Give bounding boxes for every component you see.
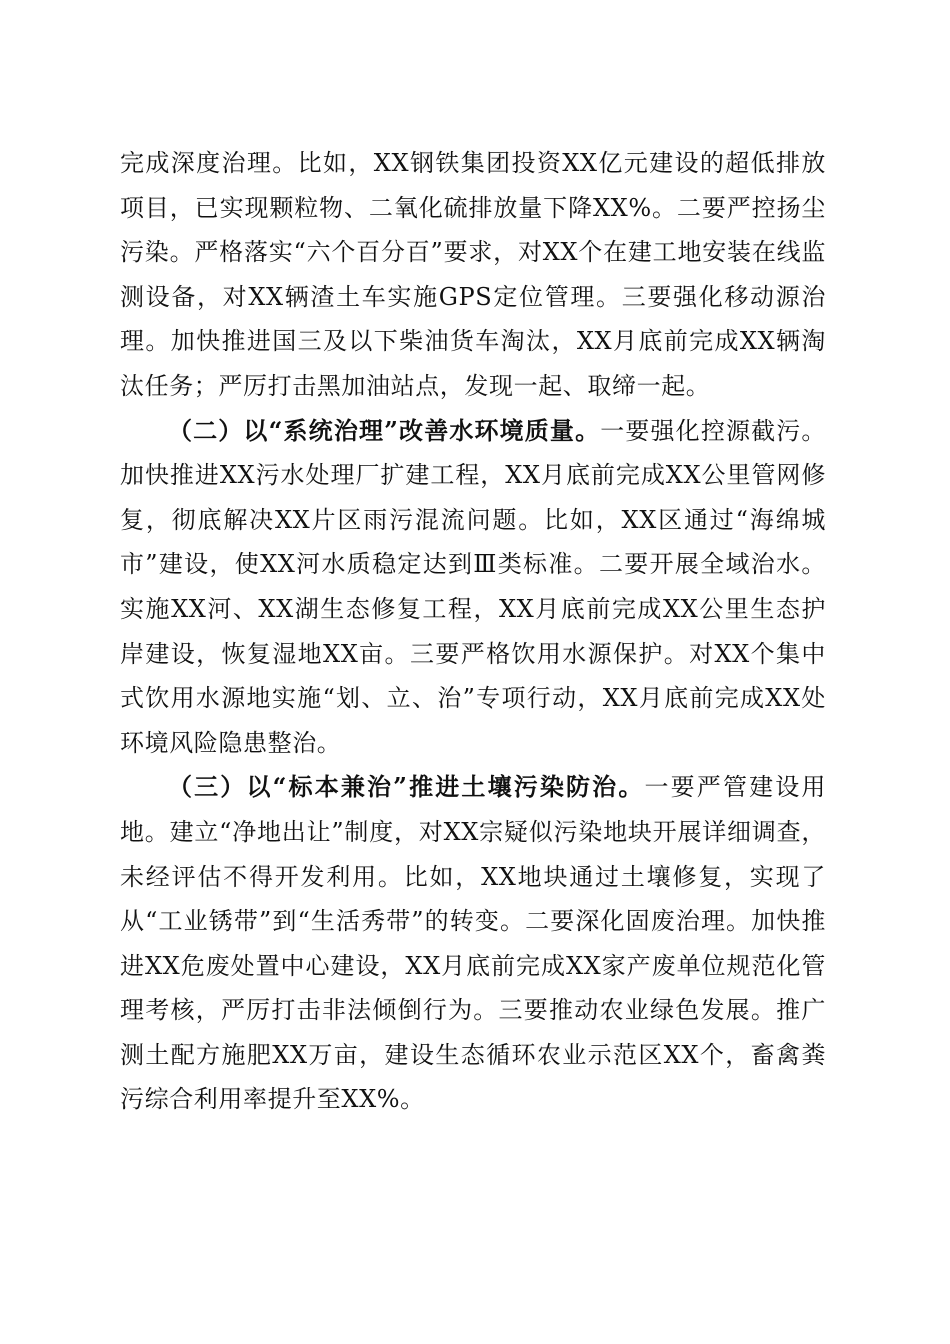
paragraph-2-heading: （二）以“系统治理”改善水环境质量。 (168, 415, 601, 445)
document-body (120, 141, 826, 1122)
paragraph-2 (120, 409, 826, 766)
paragraph-3 (120, 765, 826, 1122)
paragraph-3-text: 一要严管建设用地。建立“净地出让”制度，对XX宗疑似污染地块开展详细调查，未经评估不得开发利用。比如，XX地块通过土壤修复，实现了从“工业锈带”到“生活秀带”的转变。二要深化固废治理。加快推进XX危废处置中心建设，XX月底前完成XX家产废单位规范化管理考核，严厉打击非法倾倒行为。三要推动农业绿色发展。推广测土配方施肥XX万亩，建设生态循环农业示范区XX个，畜禽粪污综合利用率提升至XX%。 (120, 773, 826, 1114)
paragraph-2-text: 一要强化控源截污。加快推进XX污水处理厂扩建工程，XX月底前完成XX公里管网修复，彻底解决XX片区雨污混流问题。比如，XX区通过“海绵城市”建设，使XX河水质稳定达到Ⅲ类标准。二要开展全域治水。实施XX河、XX湖生态修复工程，XX月底前完成XX公里生态护岸建设，恢复湿地XX亩。三要严格饮用水源保护。对XX个集中式饮用水源地实施“划、立、治”专项行动，XX月底前完成XX处环境风险隐患整治。 (120, 416, 826, 757)
paragraph-3-heading: （三）以“标本兼治”推进土壤污染防治。 (168, 772, 645, 802)
paragraph-1-text: 完成深度治理。比如，XX钢铁集团投资XX亿元建设的超低排放项目，已实现颗粒物、二氧化硫排放量下降XX%。二要严控扬尘污染。严格落实“六个百分百”要求，对XX个在建工地安装在线监测设备，对XX辆渣土车实施GPS定位管理。三要强化移动源治理。加快推进国三及以下柴油货车淘汰，XX月底前完成XX辆淘汰任务；严厉打击黑加油站点，发现一起、取缔一起。 (120, 149, 826, 400)
paragraph-1 (120, 141, 826, 409)
